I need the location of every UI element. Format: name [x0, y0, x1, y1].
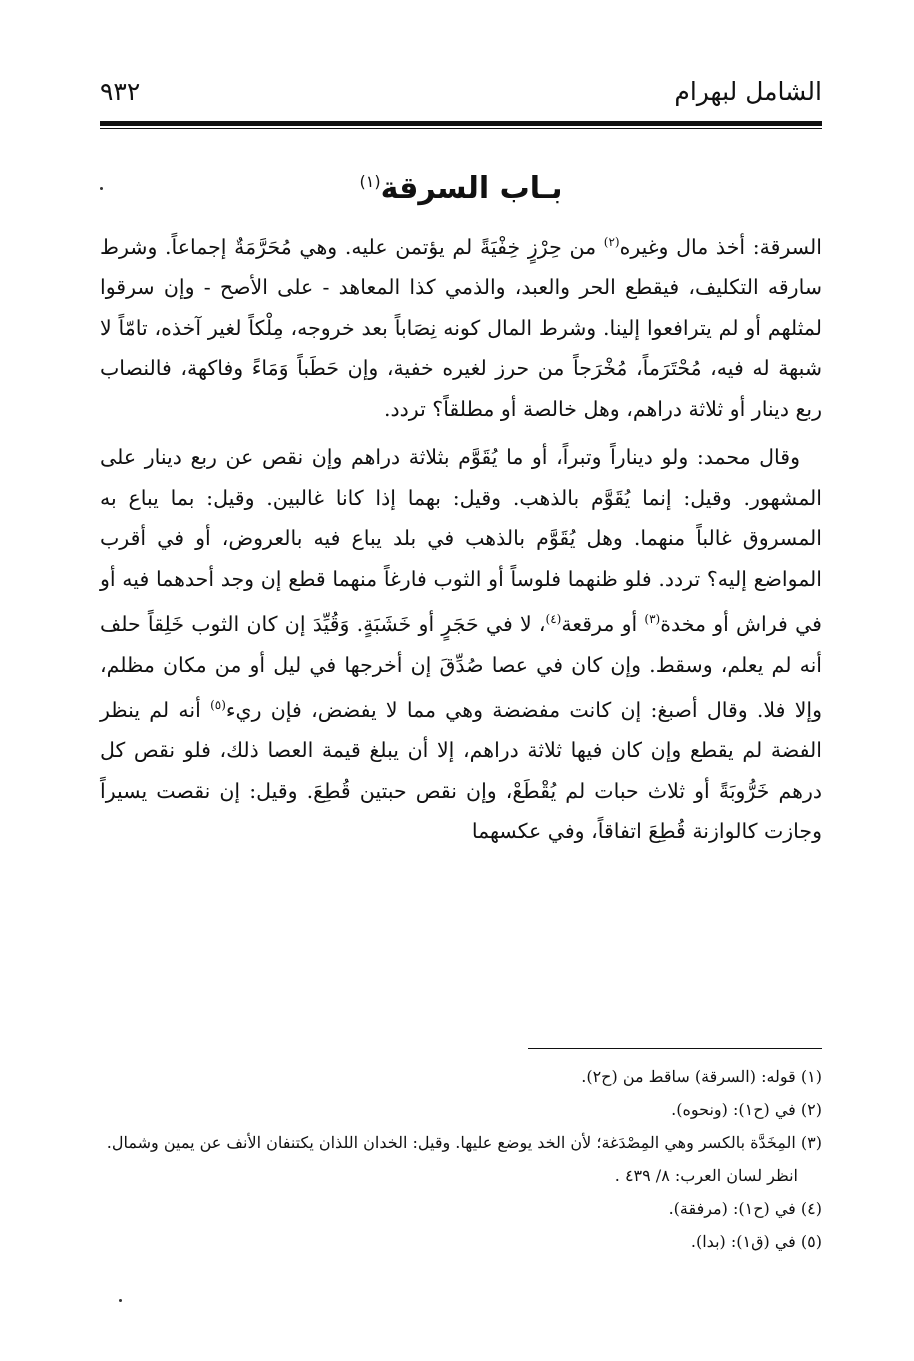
footnote-marker: (٥) [210, 698, 226, 713]
footnote-separator [528, 1048, 822, 1049]
footnote: (٤) في (ح١): (مرفقة). [668, 1199, 822, 1218]
chapter-title: بـاب السرقة [380, 171, 563, 206]
book-title: الشامل لبهرام [674, 77, 822, 106]
running-header [100, 74, 822, 110]
text-span: أنه لم ينظر الفضة لم يقطع وإن كان فيها ثلاثة دراهم، إلا أن يبلغ قيمة العصا ذلك، فلو نقص كل درهم خَرُّوبَةً أو ثلاث حبات لم يُقْطَعْ، وإن نقص حبتين قُطِعَ. وقيل: إن نقصت يسيراً وجازت كالوازنة قُطِعَ اتفاقاً، وفي عكسهما [100, 697, 822, 844]
text-span: السرقة: أخذ مال وغيره [619, 234, 822, 259]
scan-speck [119, 1299, 122, 1302]
footnote: (٥) في (ق١): (بدا). [690, 1232, 822, 1251]
text-span: من حِرْزٍ خِفْيَةً لم يؤتمن عليه. وهي مُحَرَّمَةٌ إجماعاً. وشرط سارقه التكليف، فيقطع الحر والعبد، والذمي كذا المعاهد - على الأصح - وإن سرقوا لمثلهم أو لم يترافعوا إلينا. وشرط المال كونه نِصَاباً بعد خروجه، مِلْكاً لغير آخذه، تامّاً لا شبهة له فيه، مُحْتَرَماً، مُخْرَجاً من حرز لغيره خفية، وإن حَطَباً وَمَاءً وفاكهة، فالنصاب ربع دينار أو ثلاثة دراهم، وهل خالصة أو مطلقاً؟ تردد. [100, 234, 822, 421]
paragraph [100, 437, 822, 852]
footnote: (١) قوله: (السرقة) ساقط من (ح٢). [581, 1067, 822, 1086]
chapter-heading [100, 160, 822, 211]
main-text [100, 222, 822, 860]
page-number: ٩٣٢ [100, 77, 141, 106]
paragraph [100, 222, 822, 429]
footnote-marker: (١) [359, 172, 381, 191]
footnotes [80, 1060, 822, 1258]
footnote: (٢) في (ح١): (ونحوه). [671, 1100, 822, 1119]
text-span: ، لا في حَجَرٍ أو خَشَبَةٍ. وَقُيِّدَ إن كان الثوب خَلِقاً حلف أنه لم يعلم، وسقط. وإن كان في عصا صُدِّقَ إن أخرجها في ليل أو من مكان مظلم، وإلا فلا. وقال أصبغ: إن كانت مفضضة وهي مما لا يفضض، فإن ريء [100, 612, 822, 722]
text-span: وقال محمد: ولو ديناراً وتبراً، أو ما يُقَوَّم بثلاثة دراهم وإن نقص عن ربع دينار على المشهور. وقيل: إنما يُقَوَّم بالذهب. وقيل: بهما إذا كانا غالبين. وقيل: بما يباع به المسروق غالباً منهما. وهل يُقَوَّم بالذهب في بلد يباع فيه بالعروض، أو في أقرب المواضع إليه؟ تردد. فلو ظنهما فلوساً أو الثوب فارغاً منهما قطع إن وجد أحدهما فيه أو في فراش أو مخدة [100, 445, 822, 637]
header-rule-thin [100, 128, 822, 129]
footnote: (٣) المِخَدَّة بالكسر وهي المِصْدَغة؛ لأن الخد يوضع عليها. وقيل: الخدان اللذان يكتنفان الأنف عن يمين وشمال. [106, 1133, 822, 1152]
footnote-marker: (٣) [644, 612, 661, 627]
header-rule-thick [100, 121, 822, 126]
footnote-continuation: انظر لسان العرب: ٨/ ٤٣٩ . [614, 1166, 798, 1185]
footnote-marker: (٢) [603, 235, 620, 249]
text-span: أو مرقعة [561, 612, 645, 637]
footnote-marker: (٤) [545, 612, 562, 627]
scan-speck [100, 187, 103, 190]
